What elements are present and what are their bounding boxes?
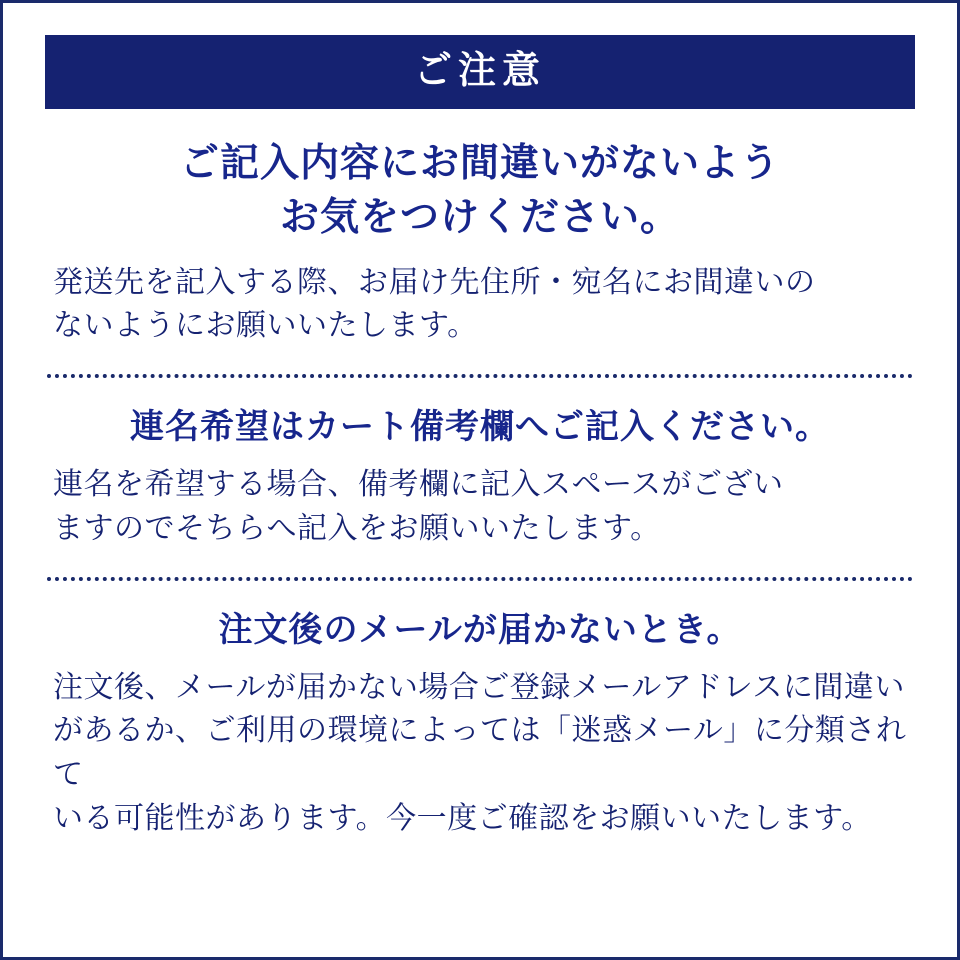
heading-line: 注文後のメールが届かないとき。 (218, 610, 742, 649)
section-email-not-received (45, 607, 915, 841)
heading-line: ご記入内容にお間違いがないよう (179, 142, 780, 185)
body-line: いる可能性があります。今一度ご確認をお願いいたします。 (53, 802, 872, 836)
section-heading (53, 137, 907, 245)
heading-line: お気をつけください。 (279, 195, 680, 239)
section-address-check (45, 137, 915, 348)
section-divider (47, 374, 913, 378)
section-joint-name (45, 404, 915, 551)
notice-content (3, 3, 957, 957)
body-line: 注文後、メールが届かない場合ご登録メールアドレスに間違い (53, 670, 905, 704)
page-title: ご注意 (45, 35, 915, 109)
body-line: ますのでそちらへ記入をお願いいたします。 (53, 511, 661, 545)
body-line: があるか、ご利用の環境によっては「迷惑メール」に分類されて (53, 714, 907, 792)
body-line: 発送先を記入する際、お届け先住所・宛名にお間違いの (53, 265, 816, 299)
body-line: ないようにお願いいたします。 (53, 309, 478, 343)
section-body (53, 666, 907, 841)
section-heading (53, 607, 907, 654)
body-line: 連名を希望する場合、備考欄に記入スペースがござい (53, 468, 784, 502)
section-body (53, 463, 907, 551)
section-heading (53, 404, 907, 451)
section-divider (47, 577, 913, 581)
section-body (53, 261, 907, 349)
heading-line: 連名希望はカート備考欄へご記入ください。 (130, 408, 830, 447)
